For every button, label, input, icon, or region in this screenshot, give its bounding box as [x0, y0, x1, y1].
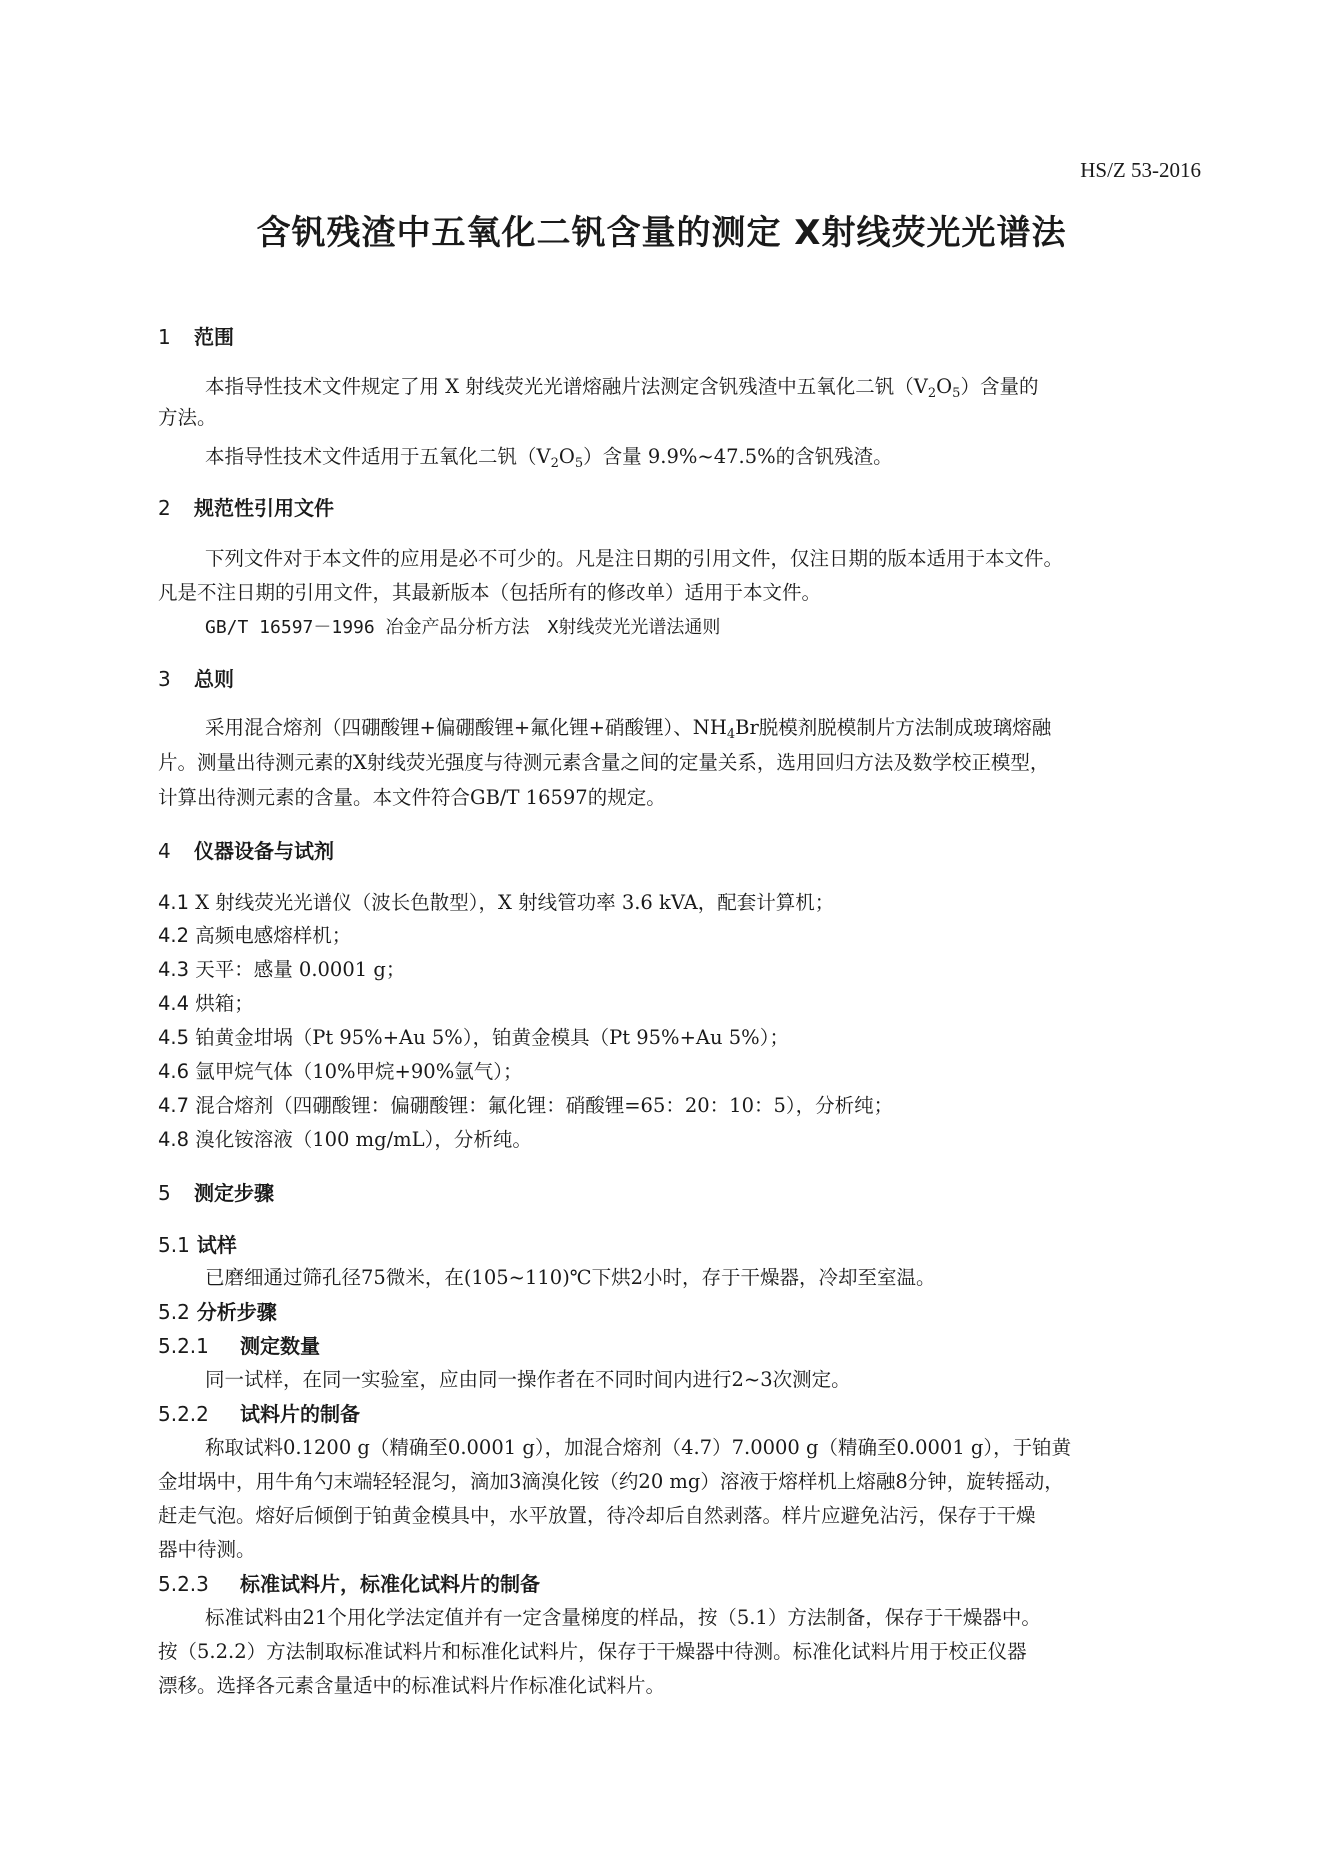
subsection-5-2-3-paragraph-line-1: 标准试料由21个用化学法定值并有一定含量梯度的样品，按（5.1）方法制备，保存于干燥器中。	[205, 1606, 1041, 1629]
item-number: 4.8	[158, 1128, 190, 1151]
section-1-paragraph-1-line-2: 方法。	[158, 406, 217, 429]
text-run: 本指导性技术文件适用于五氧化二钒（V	[205, 445, 551, 468]
subsection-5-2-3-heading	[158, 1571, 540, 1597]
item-text: 高频电感熔样机；	[195, 924, 352, 947]
item-text: 氩甲烷气体（10%甲烷+90%氩气）；	[195, 1060, 523, 1083]
equipment-item	[158, 1059, 523, 1085]
section-title: 测定步骤	[194, 1181, 274, 1205]
item-number: 4.5	[158, 1026, 190, 1049]
section-1-heading	[158, 324, 234, 350]
item-text: 混合熔剂（四硼酸锂：偏硼酸锂：氟化锂：硝酸锂=65：20：10：5），分析纯；	[195, 1094, 894, 1117]
item-number: 4.6	[158, 1060, 190, 1083]
text-run: ）含量 9.9%~47.5%的含钒残渣。	[583, 445, 893, 468]
equipment-item	[158, 923, 351, 949]
section-number: 4	[158, 839, 171, 863]
text-run: 采用混合熔剂（四硼酸锂+偏硼酸锂+氟化锂+硝酸锂）、NH	[205, 716, 727, 739]
section-3-heading	[158, 666, 234, 692]
subsection-number: 5.2.2	[158, 1402, 209, 1426]
subscript: 5	[574, 456, 584, 471]
equipment-item	[158, 1093, 893, 1119]
item-text: 溴化铵溶液（100 mg/mL），分析纯。	[195, 1128, 532, 1151]
section-3-paragraph-line-2: 片。测量出待测元素的X射线荧光强度与待测元素含量之间的定量关系，选用回归方法及数学校正模型，	[158, 751, 1050, 774]
item-number: 4.7	[158, 1094, 190, 1117]
subsection-title: 标准试料片，标准化试料片的制备	[240, 1572, 540, 1596]
subsection-number: 5.2	[158, 1300, 190, 1324]
subsection-5-1-heading	[158, 1232, 237, 1258]
text-run: 本指导性技术文件规定了用 X 射线荧光光谱熔融片法测定含钒残渣中五氧化二钒（V	[205, 375, 928, 398]
subsection-5-2-2-paragraph-line-2: 金坩埚中，用牛角勺末端轻轻混匀，滴加3滴溴化铵（约20 mg）溶液于熔样机上熔融8分钟，旋转摇动，	[158, 1470, 1064, 1493]
item-text: X 射线荧光光谱仪（波长色散型），X 射线管功率 3.6 kVA，配套计算机；	[195, 891, 835, 914]
equipment-item	[158, 957, 405, 983]
subsection-title: 分析步骤	[196, 1300, 277, 1324]
section-1-paragraph-2	[205, 444, 893, 470]
text-run: O	[558, 445, 575, 468]
subsection-number: 5.2.3	[158, 1572, 209, 1596]
section-title: 规范性引用文件	[194, 496, 334, 520]
subsection-5-2-1-heading	[158, 1333, 320, 1359]
section-title: 范围	[194, 325, 234, 349]
section-title: 总则	[194, 667, 234, 691]
text-run: ）含量的	[960, 375, 1039, 398]
item-text: 天平：感量 0.0001 g；	[195, 958, 406, 981]
subscript: 2	[550, 456, 559, 471]
equipment-item	[158, 890, 834, 916]
section-3-paragraph-line-1	[205, 715, 1051, 741]
subsection-title: 试料片的制备	[240, 1402, 360, 1426]
section-3-paragraph-line-3: 计算出待测元素的含量。本文件符合GB/T 16597的规定。	[158, 786, 666, 809]
item-number: 4.4	[158, 992, 190, 1015]
section-number: 5	[158, 1181, 171, 1205]
subscript: 2	[927, 386, 937, 401]
section-4-heading	[158, 838, 334, 864]
equipment-item	[158, 991, 254, 1017]
normative-reference: GB/T 16597－1996 冶金产品分析方法 X射线荧光光谱法通则	[205, 617, 721, 638]
standard-code: HS/Z 53-2016	[1080, 158, 1201, 182]
subscript: 5	[952, 386, 961, 401]
section-1-paragraph-1-line-1	[205, 374, 1038, 400]
subsection-5-2-1-paragraph: 同一试样，在同一实验室，应由同一操作者在不同时间内进行2~3次测定。	[205, 1368, 851, 1391]
item-number: 4.3	[158, 958, 190, 981]
section-number: 1	[158, 325, 171, 349]
equipment-item	[158, 1025, 789, 1051]
subsection-5-1-paragraph: 已磨细通过筛孔径75微米，在(105~110)℃下烘2小时，存于干燥器，冷却至室温。	[205, 1266, 936, 1289]
item-number: 4.1	[158, 891, 190, 914]
subsection-5-2-heading	[158, 1299, 277, 1325]
document-title: 含钒残渣中五氧化二钒含量的测定 X射线荧光光谱法	[256, 213, 1067, 253]
section-2-paragraph-line-1: 下列文件对于本文件的应用是必不可少的。凡是注日期的引用文件，仅注日期的版本适用于本文件。	[205, 547, 1064, 570]
subsection-5-2-2-paragraph-line-4: 器中待测。	[158, 1538, 256, 1561]
subsection-5-2-2-paragraph-line-1: 称取试料0.1200 g（精确至0.0001 g），加混合熔剂（4.7）7.0000 g（精确至0.0001 g），于铂黄	[205, 1436, 1072, 1459]
subsection-5-2-3-paragraph-line-2: 按（5.2.2）方法制取标准试料片和标准化试料片，保存于干燥器中待测。标准化试料片用于校正仪器	[158, 1640, 1027, 1663]
subsection-number: 5.2.1	[158, 1334, 209, 1358]
subsection-title: 测定数量	[240, 1334, 320, 1358]
subsection-5-2-2-paragraph-line-3: 赶走气泡。熔好后倾倒于铂黄金模具中，水平放置，待冷却后自然剥落。样片应避免沾污，保存于干燥	[158, 1504, 1036, 1527]
item-text: 烘箱；	[195, 992, 254, 1015]
section-title: 仪器设备与试剂	[194, 839, 334, 863]
item-number: 4.2	[158, 924, 190, 947]
item-text: 铂黄金坩埚（Pt 95%+Au 5%），铂黄金模具（Pt 95%+Au 5%）；	[195, 1026, 789, 1049]
subsection-title: 试样	[196, 1233, 237, 1257]
subsection-number: 5.1	[158, 1233, 190, 1257]
subsection-5-2-3-paragraph-line-3: 漂移。选择各元素含量适中的标准试料片作标准化试料片。	[158, 1674, 666, 1697]
section-5-heading	[158, 1180, 274, 1206]
equipment-item	[158, 1127, 532, 1153]
text-run: O	[936, 375, 953, 398]
section-number: 3	[158, 667, 171, 691]
section-2-paragraph-line-2: 凡是不注日期的引用文件，其最新版本（包括所有的修改单）适用于本文件。	[158, 581, 822, 604]
subsection-5-2-2-heading	[158, 1401, 360, 1427]
section-2-heading	[158, 495, 334, 521]
text-run: Br脱模剂脱模制片方法制成玻璃熔融	[735, 716, 1052, 739]
section-number: 2	[158, 496, 171, 520]
subscript: 4	[726, 727, 736, 742]
